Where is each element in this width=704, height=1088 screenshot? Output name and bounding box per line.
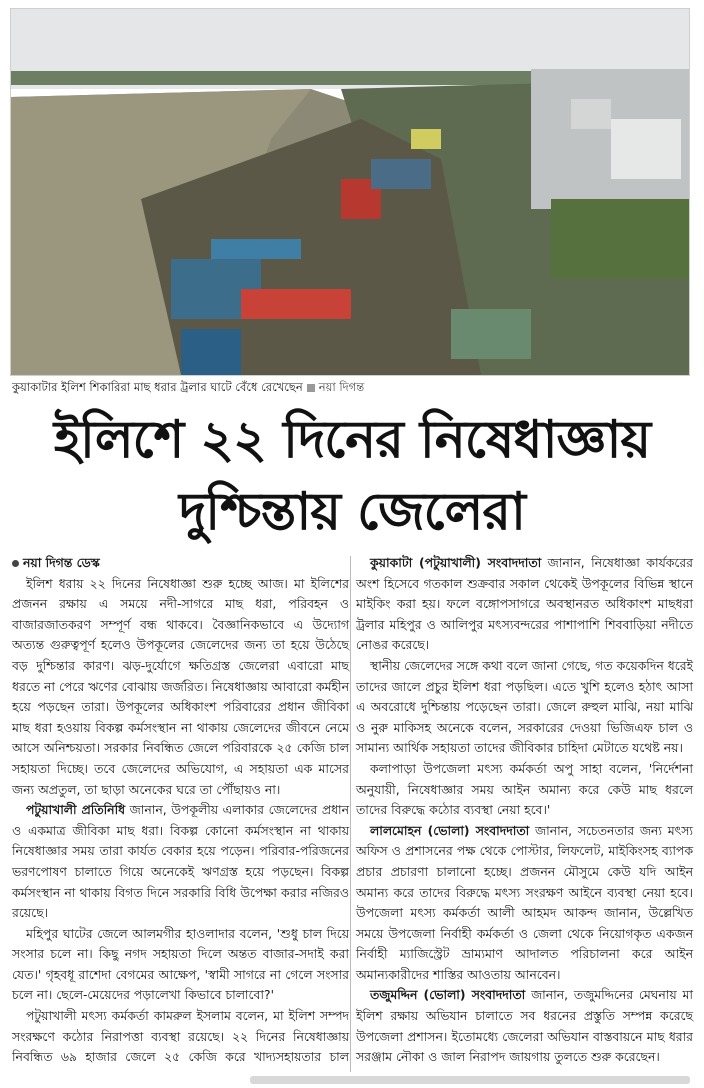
paragraph-text: কলাপাড়া উপজেলা মৎস্য কর্মকর্তা অপু সাহা বলেন, 'নির্দেশনা অনুযায়ী, নিষেধাজ্ঞার সময় আইন অমান্য করে কেউ মাছ ধরলে তাদের বিরুদ্ধে কঠোর ব্যবস্থা নেয়া হবে।' bbox=[356, 760, 693, 818]
caption-credit: নয়া দিগন্ত bbox=[318, 380, 365, 394]
source-label: লালমোহন (ভোলা) সংবাদদাতা bbox=[370, 822, 530, 838]
photo-caption bbox=[12, 379, 692, 398]
source-label: তজুমদ্দিন (ভোলা) সংবাদদাতা bbox=[370, 987, 526, 1003]
byline bbox=[12, 553, 349, 574]
headline-line-2: দুশ্চিন্তায় জেলেরা bbox=[178, 482, 526, 542]
paragraph-text: জানান, উপকূলীয় এলাকার জেলেদের প্রধান ও একমাত্র জীবিকা মাছ ধরা। বিকল্প কোনো কর্মসংস্থান না থাকায় নিষেধাজ্ঞার সময় তারা কার্যত বেকার হয়ে পড়েন। পরিবার-পরিজনের ভরণপোষণ চালাতে গিয়ে অনেকেই ঋণগ্রস্ত হয়ে পড়ছেন। বিকল্প কর্মসংস্থান না থাকায় বিগত দিনে সরকারি বিধি উপেক্ষা করার নজিরও রয়েছে। bbox=[12, 802, 349, 921]
paragraph bbox=[356, 821, 693, 986]
headline bbox=[0, 404, 704, 548]
caption-separator-icon bbox=[307, 384, 315, 392]
source-label: কুয়াকাটা (পটুয়াখালী) সংবাদদাতা bbox=[370, 555, 542, 570]
paragraph bbox=[356, 553, 693, 656]
paragraph bbox=[356, 985, 693, 1067]
bullet-icon bbox=[12, 560, 19, 567]
paragraph: মহিপুর ঘাটের জেলে আলমগীর হাওলাদার বলেন, 'শুধু চাল দিয়ে সংসার চলে না। কিছু নগদ সহায়তা দিলে অন্তত বাজার-সদাই করা যেত।' গৃহবধূ রাশেদা বেগমের আক্ষেপ, 'স্বামী সাগরে না গেলে সংসার চলে না। ছেলে-মেয়েদের পড়ালেখা কিভাবে চালাবো?' bbox=[12, 925, 349, 1003]
byline-text: নয়া দিগন্ত ডেস্ক bbox=[23, 555, 100, 570]
harbor-photo-icon bbox=[11, 9, 689, 375]
bottom-strip bbox=[0, 1072, 704, 1084]
right-column bbox=[356, 553, 693, 1068]
paragraph-text: স্থানীয় জেলেদের সঙ্গে কথা বলে জানা গেছে, গত কয়েকদিন ধরেই তাদের জালে প্রচুর ইলিশ ধরা পড়ছিল। এতে খুশি হলেও হঠাৎ আসা এ অবরোধে দুশ্চিন্তায় পড়েছেন তারা। জেলে রুহুল মাঝি, নয়া মাঝি ও নুরু মাকিসহ অনেকে বলেন, সরকারের দেওয়া ভিজিএফ চাল ও সামান্য আর্থিক সহায়তা তাদের জীবিকার চাহিদা মেটাতে যথেষ্ট নয়। bbox=[356, 657, 693, 756]
caption-text: কুয়াকাটার ইলিশ শিকারিরা মাছ ধরার ট্রলার ঘাটে বেঁধে রেখেছেন bbox=[12, 380, 303, 394]
paragraph: ইলিশ ধরায় ২২ দিনের নিষেধাজ্ঞা শুরু হচ্ছে আজ। মা ইলিশের প্রজনন রক্ষায় এ সময়ে নদী-সাগরে মাছ ধরা, পরিবহন ও বাজারজাতকরণ সম্পূর্ণ বন্ধ থাকবে। বৈজ্ঞানিকভাবে এ উদ্যোগ অত্যন্ত গুরুত্বপূর্ণ হলেও উপকূলের জেলেদের জন্য তা হয়ে উঠেছে বড় দুশ্চিন্তার কারণ। ঝড়-দুর্যোগে ক্ষতিগ্রস্ত জেলেরা এবারো মাছ ধরতে না পেরে ঋণের বোঝায় জর্জরিত। নিষেধাজ্ঞায় আবারো কর্মহীন হয়ে পড়ছেন তারা। উপকূলের অধিকাংশ পরিবারের প্রধান জীবিকা মাছ ধরা হওয়ায় বিকল্প কর্মসংস্থান না থাকায় জেলেদের জীবনে নেমে আসে অনিশ্চয়তা। সরকার নিবন্ধিত জেলে পরিবারকে ২৫ কেজি চাল সহায়তা দিচ্ছে। তবে জেলেদের অভিযোগ, এ সহায়তা এক মাসের জন্য অপ্রতুল, তা ছাড়া অনেকের ঘরে তা পৌঁছায়ও না। bbox=[12, 575, 349, 797]
paragraph bbox=[356, 656, 693, 759]
paragraph-text: জানান, সচেতনতার জন্য মৎস্য অফিস ও প্রশাসনের পক্ষ থেকে পোস্টার, লিফলেট, মাইকিংসহ ব্যাপক প্রচার প্রচারণা চালানো হচ্ছে। প্রজনন মৌসুমে কেউ যদি আইন অমান্য করে তাদের বিরুদ্ধে মৎস্য সংরক্ষণ আইনে ব্যবস্থা নেয়া হবে। উপজেলা মৎস্য কর্মকর্তা আলী আহমদ আকন্দ জানান, উল্লেখিত সময়ে উপজেলা নির্বাহী কর্মকর্তা ও জেলা থেকে নিয়োগকৃত একজন নির্বাহী ম্যাজিস্ট্রেট ভ্রাম্যমাণ আদালত পরিচালনা করে আইন অমান্যকারীদের শাস্তির আওতায় আনবেন। bbox=[356, 822, 693, 982]
paragraph-text: জানান, নিষেধাজ্ঞা কার্যকরের অংশ হিসেবে গতকাল শুক্রবার সকাল থেকেই উপকূলের বিভিন্ন স্থানে মাইকিং করা হয়। ফলে বঙ্গোপসাগরে অবস্থানরত অধিকাংশ মাছধরা ট্রলার মহিপুর ও আলিপুর মৎস্যবন্দরের পাশাপাশি শিববাড়িয়া নদীতে নোঙর করেছে। bbox=[356, 555, 693, 653]
paragraph-text: জানান, তজুমদ্দিনের মেঘনায় মা ইলিশ রক্ষায় অভিযান চালাতে সব ধরনের প্রস্তুতি সম্পন্ন করেছে উপজেলা প্রশাসন। ইতোমধ্যে জেলেরা অভিযান বাস্তবায়নে মাছ ধরার সরঞ্জাম নৌকা ও জাল নিরাপদ জায়গায় তুলতে শুরু করেছেন। bbox=[356, 987, 693, 1065]
headline-line-1: ইলিশে ২২ দিনের নিষেধাজ্ঞায় bbox=[53, 410, 651, 470]
column-divider bbox=[350, 556, 351, 1072]
source-label: পটুয়াখালী প্রতিনিধি bbox=[26, 802, 126, 818]
paragraph bbox=[356, 759, 693, 821]
paragraph: পটুয়াখালী মৎস্য কর্মকর্তা কামরুল ইসলাম বলেন, মা ইলিশ সম্পদ সংরক্ষণে কঠোর নিরাপত্তা ব্যবস্থা রয়েছে। ২২ দিনের নিষেধাজ্ঞায় নিবন্ধিত ৬৯ হাজার জেলে ২৫ কেজি করে খাদ্যসহায়তার চাল bbox=[12, 1008, 349, 1065]
left-column bbox=[12, 553, 349, 1088]
next-article-bar bbox=[250, 1076, 690, 1084]
paragraph bbox=[12, 800, 349, 924]
harbor-photo bbox=[10, 8, 690, 376]
